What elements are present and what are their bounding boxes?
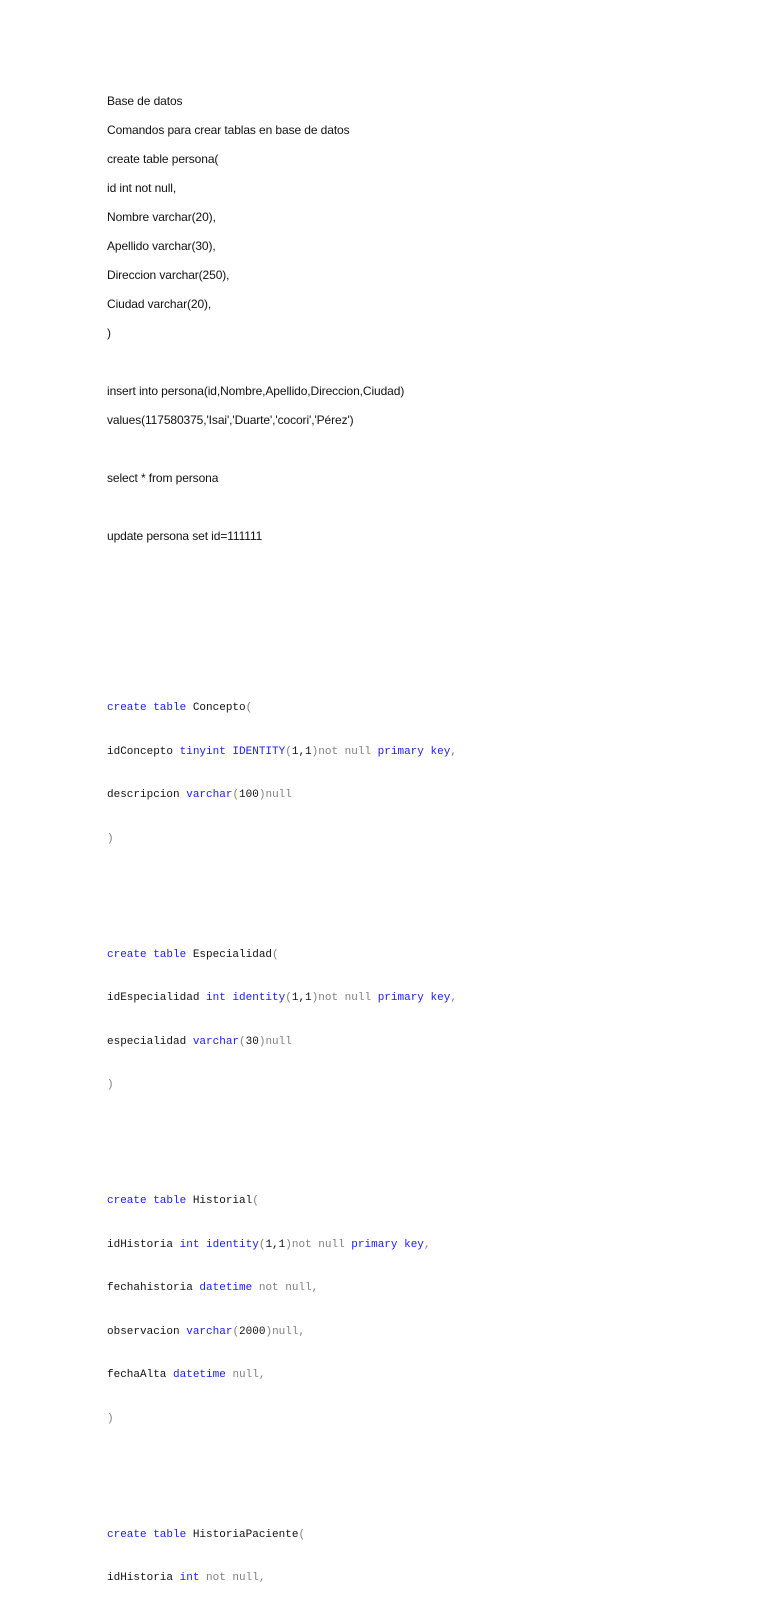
primary-key-keyword: primary key bbox=[371, 992, 451, 1004]
code-line bbox=[107, 1035, 707, 1050]
punctuation: ) bbox=[258, 789, 266, 801]
column-name: idEspecialidad bbox=[107, 992, 200, 1004]
punctuation: ) bbox=[107, 1412, 114, 1425]
type-args: 100 bbox=[239, 789, 259, 801]
punctuation: ( bbox=[245, 702, 253, 714]
sql-code-block bbox=[107, 643, 707, 1615]
null-constraint: null bbox=[265, 1035, 292, 1048]
field-direccion-line: Direccion varchar(250), bbox=[107, 268, 230, 282]
sql-keyword: create table bbox=[107, 1528, 187, 1541]
spacer bbox=[107, 440, 667, 469]
spacer bbox=[107, 1455, 707, 1470]
code-line bbox=[107, 991, 707, 1006]
punctuation: ( bbox=[258, 1238, 266, 1251]
spacer bbox=[107, 353, 667, 382]
column-name: especialidad bbox=[107, 1035, 187, 1048]
values-line: values(117580375,'Isai','Duarte','cocori','Pérez') bbox=[107, 413, 354, 427]
column-name: idHistoria bbox=[107, 1238, 174, 1251]
prose-section bbox=[107, 92, 667, 556]
punctuation: ( bbox=[239, 1035, 246, 1048]
table-name: Historial bbox=[186, 1195, 253, 1207]
punctuation: ( bbox=[232, 1325, 240, 1338]
punctuation: ( bbox=[232, 789, 240, 801]
column-name: idConcepto bbox=[107, 745, 174, 758]
column-name: idHistoria bbox=[107, 1572, 174, 1584]
spacer bbox=[107, 875, 707, 890]
create-table-line: create table persona( bbox=[107, 152, 219, 166]
code-line bbox=[107, 1412, 707, 1427]
update-line: update persona set id=111111 bbox=[107, 529, 263, 543]
column-name: observacion bbox=[107, 1325, 180, 1338]
sql-type: datetime bbox=[192, 1282, 253, 1294]
primary-key-keyword: primary key bbox=[344, 1238, 424, 1251]
punctuation: ) bbox=[265, 1325, 273, 1338]
null-constraint: null, bbox=[272, 1325, 306, 1338]
type-args: 2000 bbox=[239, 1325, 266, 1338]
column-name: fechaAlta bbox=[107, 1369, 167, 1381]
code-line bbox=[107, 1238, 707, 1253]
code-line bbox=[107, 1571, 707, 1586]
code-line bbox=[107, 1368, 707, 1383]
document-subtitle: Comandos para crear tablas en base de datos bbox=[107, 123, 350, 137]
sql-keyword: create table bbox=[107, 948, 187, 961]
punctuation: ( bbox=[285, 992, 292, 1004]
null-constraint: not null, bbox=[252, 1282, 319, 1294]
column-name: fechahistoria bbox=[107, 1282, 193, 1294]
sql-type: varchar bbox=[186, 1035, 240, 1048]
code-line bbox=[107, 1325, 707, 1340]
punctuation: ) bbox=[107, 832, 114, 845]
spacer bbox=[107, 1122, 707, 1137]
sql-type: int bbox=[173, 1572, 200, 1584]
punctuation: ) bbox=[311, 992, 319, 1004]
code-line bbox=[107, 788, 707, 803]
code-line bbox=[107, 832, 707, 847]
sql-type: varchar bbox=[179, 789, 233, 801]
null-constraint: not null bbox=[291, 1238, 345, 1251]
type-args: 1,1 bbox=[291, 992, 312, 1004]
sql-type: tinyint IDENTITY bbox=[173, 745, 286, 758]
code-line bbox=[107, 1528, 707, 1543]
field-id-line: id int not null, bbox=[107, 181, 177, 195]
null-constraint: null, bbox=[225, 1369, 266, 1381]
select-line: select * from persona bbox=[107, 471, 219, 485]
sql-keyword: create table bbox=[107, 1195, 187, 1207]
field-apellido-line: Apellido varchar(30), bbox=[107, 239, 216, 253]
punctuation: ( bbox=[298, 1528, 306, 1541]
code-line bbox=[107, 701, 707, 716]
sql-type: int identity bbox=[173, 1238, 259, 1251]
punctuation: ( bbox=[252, 1195, 259, 1207]
type-args: 1,1 bbox=[265, 1238, 286, 1251]
punctuation: ) bbox=[107, 1079, 114, 1091]
punctuation: ( bbox=[285, 745, 292, 758]
field-ciudad-line: Ciudad varchar(20), bbox=[107, 297, 212, 311]
punctuation: , bbox=[450, 992, 457, 1004]
table-name: Especialidad bbox=[186, 948, 273, 961]
punctuation: , bbox=[423, 1238, 431, 1251]
null-constraint: not null, bbox=[199, 1572, 266, 1584]
table-name: Concepto bbox=[186, 702, 246, 714]
type-args: 1,1 bbox=[291, 745, 312, 758]
null-constraint: not null bbox=[318, 745, 372, 758]
field-nombre-line: Nombre varchar(20), bbox=[107, 210, 216, 224]
type-args: 30 bbox=[245, 1035, 259, 1048]
table-name: HistoriaPaciente bbox=[186, 1528, 299, 1541]
sql-type: varchar bbox=[179, 1325, 233, 1338]
close-paren-line: ) bbox=[107, 326, 111, 340]
code-line bbox=[107, 745, 707, 760]
sql-type: datetime bbox=[166, 1369, 226, 1381]
code-line bbox=[107, 1078, 707, 1093]
insert-line: insert into persona(id,Nombre,Apellido,Direccion,Ciudad) bbox=[107, 384, 405, 398]
null-constraint: not null bbox=[318, 992, 372, 1004]
spacer bbox=[107, 498, 667, 527]
sql-keyword: create table bbox=[107, 702, 187, 714]
code-line bbox=[107, 948, 707, 963]
punctuation: ) bbox=[258, 1035, 266, 1048]
punctuation: ) bbox=[285, 1238, 292, 1251]
document-title: Base de datos bbox=[107, 94, 183, 108]
code-line bbox=[107, 1194, 707, 1209]
null-constraint: null bbox=[265, 789, 292, 801]
code-line bbox=[107, 1281, 707, 1296]
primary-key-keyword: primary key bbox=[371, 745, 451, 758]
sql-type: int identity bbox=[199, 992, 286, 1004]
punctuation: , bbox=[450, 745, 457, 758]
punctuation: ) bbox=[311, 745, 319, 758]
punctuation: ( bbox=[272, 948, 279, 961]
column-name: descripcion bbox=[107, 789, 180, 801]
